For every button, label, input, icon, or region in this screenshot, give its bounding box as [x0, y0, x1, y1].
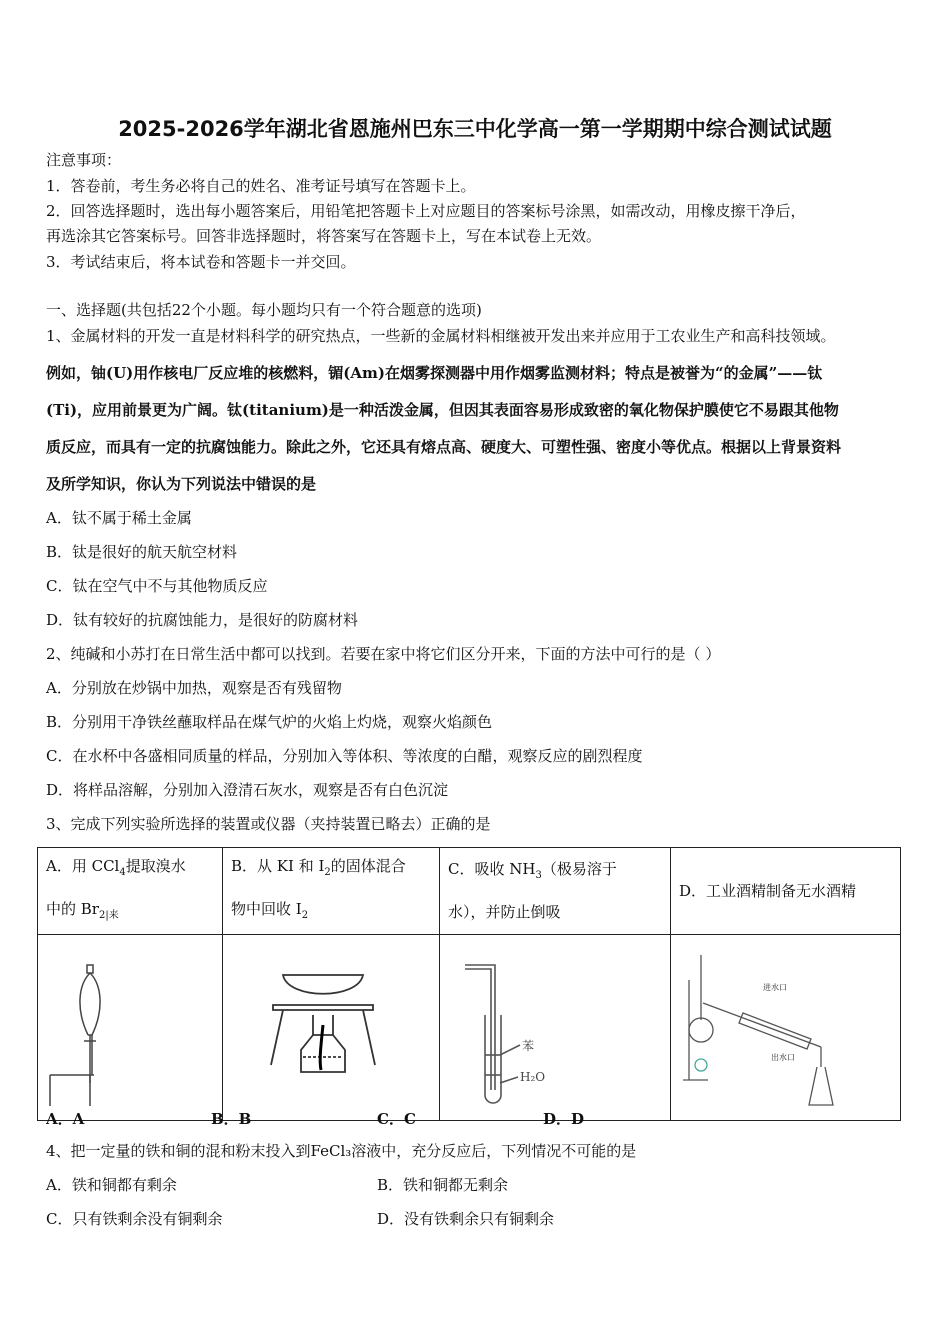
q2-option-c: C．在水杯中各盛相同质量的样品，分别加入等体积、等浓度的白醋，观察反应的剧烈程度 [46, 747, 643, 765]
note-2-cont: 再选涂其它答案标号。回答非选择题时，将答案写在答题卡上，写在本试卷上无效。 [46, 227, 602, 245]
q2-option-a: A．分别放在炒锅中加热，观察是否有残留物 [46, 679, 342, 697]
q3-option-d: D．D [543, 1110, 585, 1128]
q1-option-c: C．钛在空气中不与其他物质反应 [46, 577, 268, 595]
q1-line: 质反应，而具有一定的抗腐蚀能力。除此之外，它还具有熔点高、硬度大、可塑性强、密度小等优点。根据以上背景资料 [46, 438, 842, 456]
water-outlet-label: 出水口 [771, 1053, 795, 1062]
note-1: 1．答卷前，考生务必将自己的姓名、准考证号填写在答题卡上。 [46, 177, 476, 195]
q1-line: (Ti)，应用前景更为广阔。钛(titanium)是一种活泼金属，但因其表面容易形成致密的氧化物保护膜使它不易跟其他物 [46, 401, 839, 419]
section-heading: 一、选择题(共包括22个小题。每小题均只有一个符合题意的选项) [46, 301, 482, 319]
page-title: 2025-2026学年湖北省恩施州巴东三中化学高一第一学期期中综合测试试题 [118, 117, 832, 141]
q2-option-b: B．分别用干净铁丝蘸取样品在煤气炉的火焰上灼烧，观察火焰颜色 [46, 713, 493, 731]
q3-stem: 3、完成下列实验所选择的装置或仪器（夹持装置已略去）正确的是 [46, 815, 491, 833]
cell-d: D．工业酒精制备无水酒精 [671, 848, 901, 935]
note-3: 3．考试结束后，将本试卷和答题卡一并交回。 [46, 253, 356, 271]
sublimation-figure [223, 935, 440, 1121]
q3-table [37, 847, 901, 1121]
water-label: H₂O [520, 1070, 546, 1084]
q1-line: 1、金属材料的开发一直是材料科学的研究热点，一些新的金属材料相继被开发出来并应用于工农业生产和高科技领域。 [46, 327, 836, 345]
notes-heading: 注意事项： [46, 151, 122, 169]
q3-option-a: A．A [46, 1110, 85, 1128]
q2-stem: 2、纯碱和小苏打在日常生活中都可以找到。若要在家中将它们区分开来，下面的方法中可行的是（ ） [46, 645, 721, 663]
q1-option-a: A．钛不属于稀土金属 [46, 509, 192, 527]
cell-a: A．用 CCl$_4$提取溴水 中的 $Br_{2|来}$ [38, 848, 223, 935]
q1-line: 及所学知识，你认为下列说法中错误的是 [46, 475, 317, 493]
q1-line: 例如，铀(U)用作核电厂反应堆的核燃料，镅(Am)在烟雾探测器中用作烟雾监测材料；特点是被誉为“的金属”——钛 [46, 364, 823, 382]
separatory-funnel-figure [38, 935, 223, 1121]
q1-option-b: B．钛是很好的航天航空材料 [46, 543, 238, 561]
benzene-label: 苯 [522, 1039, 535, 1053]
q4-option-c: C．只有铁剩余没有铜剩余 [46, 1210, 223, 1228]
q4-option-b: B．铁和铜都无剩余 [377, 1176, 509, 1194]
cell-c: C．吸收 $NH_3$（极易溶于 水），并防止倒吸 [440, 848, 671, 935]
cell-b: B．从 KI 和 $I_2$的固体混合 物中回收 $I_2$ [223, 848, 440, 935]
q1-option-d: D．钛有较好的抗腐蚀能力，是很好的防腐材料 [46, 611, 359, 629]
q4-option-d: D．没有铁剩余只有铜剩余 [377, 1210, 555, 1228]
q3-option-b: B．B [211, 1110, 252, 1128]
water-inlet-label: 进水口 [763, 983, 787, 992]
distillation-figure [671, 935, 901, 1121]
q2-option-d: D．将样品溶解，分别加入澄清石灰水，观察是否有白色沉淀 [46, 781, 449, 799]
ammonia-absorption-figure [440, 935, 671, 1121]
q4-option-a: A．铁和铜都有剩余 [46, 1176, 177, 1194]
note-2: 2．回答选择题时，选出每小题答案后，用铅笔把答题卡上对应题目的答案标号涂黑，如需改动，用橡皮擦干净后， [46, 202, 806, 220]
q4-stem: 4、把一定量的铁和铜的混和粉末投入到FeCl₃溶液中，充分反应后，下列情况不可能的是 [46, 1142, 637, 1160]
q3-option-c: C．C [377, 1110, 416, 1128]
